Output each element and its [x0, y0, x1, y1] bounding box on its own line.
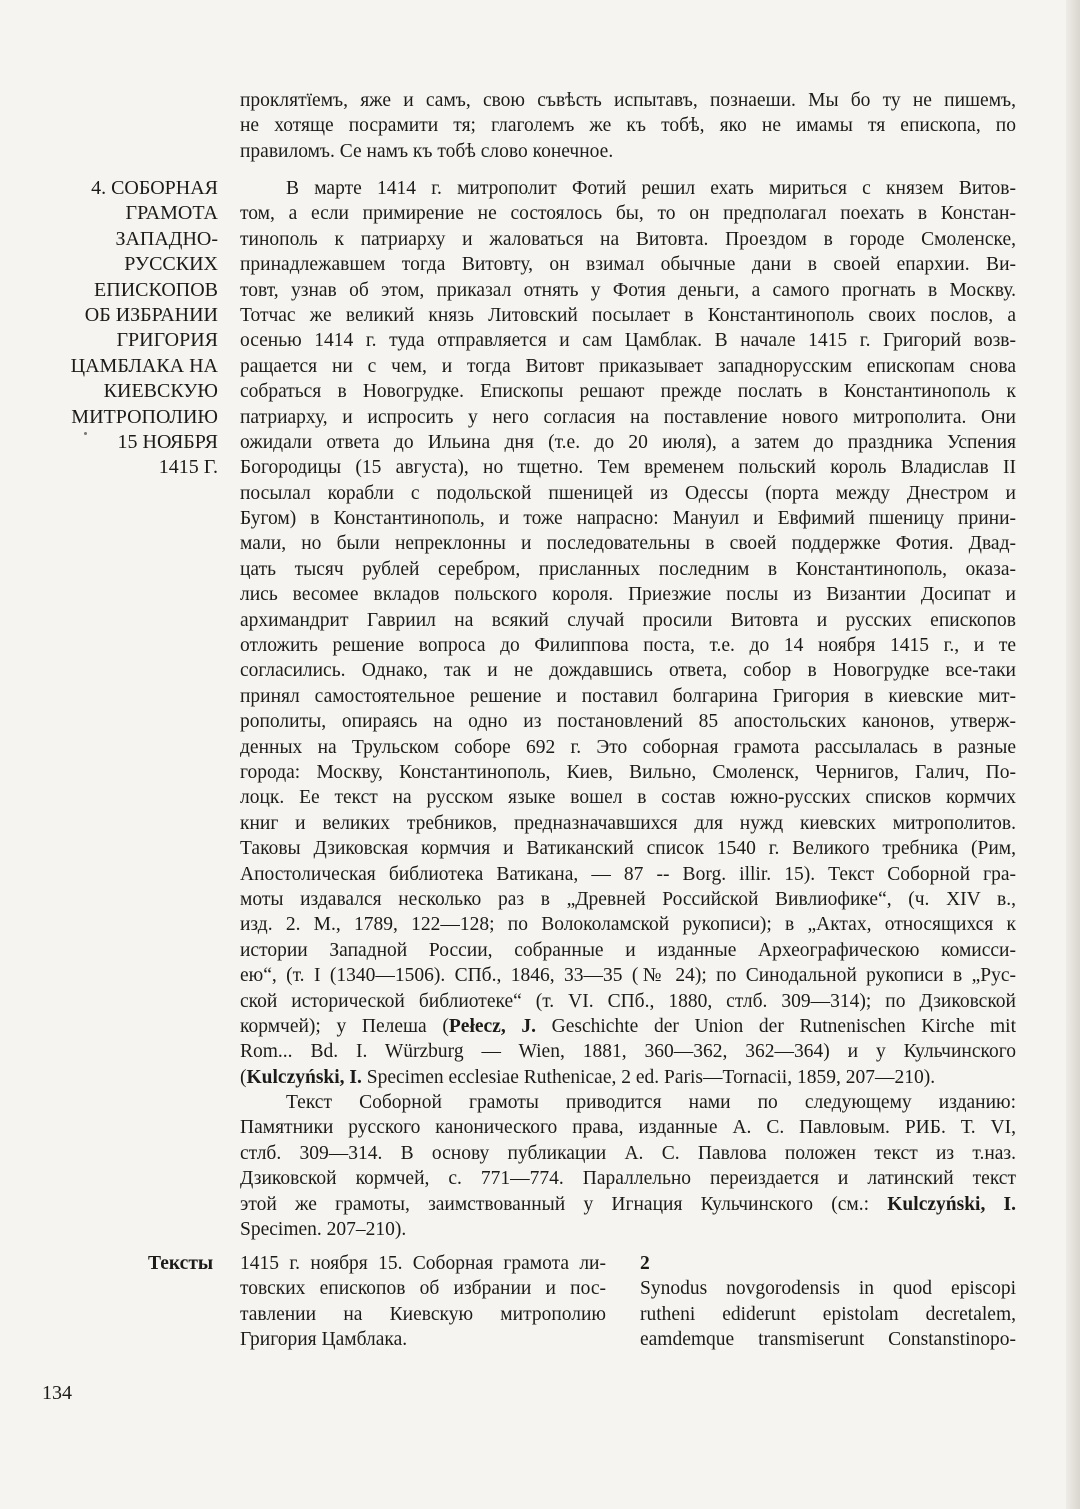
text-line: патриарху, и испросить у него согласия на поставление нового митрополита. Они [240, 406, 1016, 428]
text-line: Тотчас же великий князь Литовский посылает в Константинополь своих послов, а [240, 304, 1016, 326]
text-line: принадлежавшем тогда Витовту, он взимал обычные дани в своей епархии. Ви- [240, 254, 1016, 276]
text-line: В марте 1414 г. митрополит Фотий решил ехать мириться с князем Витов- [286, 178, 1016, 199]
column-line: тавлении на Киевскую митрополию [240, 1303, 606, 1325]
text-line: Таковы Дзиковская кормчия и Ватиканский список 1540 г. Великого требника (Рим, [240, 838, 1016, 860]
text-line: Specimen. 207–210). [240, 1218, 407, 1240]
text-line: лись весомее вкладов польского короля. Приезжие послы из Византии Досипат и [240, 584, 1016, 606]
text-fragment: этой же грамоты, заимствованный у Игнация Кульчинского (см.: [240, 1193, 888, 1215]
text-line: моты издавался несколько раз в „Древней Российской Вивлиофике“, (ч. XIV в., [240, 888, 1016, 910]
text-line: проклятїемъ, яже и самъ, свою съвѣсть испытавъ, познаеши. Мы бо ту не пишемъ, [240, 90, 1016, 111]
text-line: собраться в Новогрудке. Епископы решают прежде послать в Константинополь к [240, 381, 1016, 403]
text-line: принял самостоятельное решение и поставил болгарина Григория в киевские мит- [240, 685, 1016, 707]
text-line: архимандрит Гавриил на всякий случай просили Витовта и русских епископов [240, 609, 1016, 631]
heading-line: МИТРОПОЛИЮ [71, 405, 218, 428]
text-line: Дзиковской кормчей, с. 771—774. Параллельно переиздается и латинский текст [240, 1168, 1016, 1190]
text-line: стлб. 309—314. В основу публикации А. С. Павлова положен текст из т.наз. [240, 1142, 1016, 1164]
heading-line: ОБ ИЗБРАНИИ [84, 304, 218, 327]
main-paragraph-2 [240, 1090, 1016, 1242]
top-continuation-text [240, 88, 1016, 164]
text-line: посылал корабли с подольской пшеницей из Одессы (порта между Днестром и [240, 482, 1016, 504]
text-line: том, а если примирение не состоялось бы, то он предполагал поехать в Констан- [240, 203, 1016, 225]
text-line: мали, но были непреклонны и последовательны в своей поддержке Фотия. Двад- [240, 533, 1016, 555]
text-line-citation [240, 1192, 1016, 1217]
text-line: лоцк. Ее текст на русском языке вошел в состав южно-русских списков кормчих [240, 787, 1016, 809]
text-line: города: Москву, Константинополь, Киев, Вильно, Смоленск, Чернигов, Галич, По- [240, 761, 1016, 783]
text-line: книг и великих требников, предназначавшихся для нужд киевских митрополитов. [240, 812, 1016, 834]
heading-line: 15 НОЯБРЯ [117, 431, 218, 454]
text-fragment: ( [240, 1066, 247, 1088]
column-line: Григория Цамблака. [240, 1329, 408, 1351]
section-heading [40, 176, 218, 481]
text-line: Текст Соборной грамоты приводится нами по следующему изданию: [286, 1092, 1016, 1113]
text-line: Апостолическая библиотека Ватикана, — 87 -- Borg. illir. 15). Текст Соборной гра- [240, 863, 1016, 885]
margin-dot-mark [84, 432, 87, 435]
text-line: Бугом) в Константинополь, и тоже напрасно: Мануил и Евфимий пшеницу прини- [240, 508, 1016, 530]
text-line: не хотяще посрамити тя; глаголемъ же къ тобѣ, яко не имамы тя епископа, по [240, 115, 1016, 137]
column-line: товских епископов об избрании и пос- [240, 1278, 606, 1300]
text-line: отложить решение вопроса до Филиппова поста, т.е. до 14 ноября 1415 г., и те [240, 635, 1016, 657]
text-line: рополиты, опираясь на одно из постановлений 85 апостольских канонов, утверж- [240, 711, 1016, 733]
text-line: осенью 1414 г. туда отправляется и сам Цамблак. В начале 1415 г. Григорий возв- [240, 330, 1016, 352]
text-line: ращается ни с чем, и тогда Витовт приказывает западнорусским епископам снова [240, 355, 1016, 377]
texts-label: Тексты [148, 1253, 214, 1274]
heading-line: ГРИГОРИЯ [116, 329, 218, 352]
main-paragraph-1 [240, 176, 1016, 1090]
author-name: Pełecz, J. [448, 1015, 536, 1037]
text-line: правиломъ. Се намъ къ тобѣ слово конечное. [240, 140, 614, 162]
heading-line: ЗАПАДНО- [115, 227, 218, 250]
text-line: денных на Трульском соборе 692 г. Это соборная грамота рассылалась в разные [240, 736, 1016, 758]
heading-line: КИЕВСКУЮ [103, 380, 218, 403]
heading-line: ГРАМОТА [125, 202, 218, 225]
heading-line: 1415 Г. [158, 456, 218, 479]
text-line: изд. 2. М., 1789, 122—128; по Волоколамской рукописи); в „Актах, относящихся к [240, 914, 1016, 936]
heading-line: 4. СОБОРНАЯ [91, 177, 218, 199]
text-line: ской исторической библиотеке“ (т. VI. СПб., 1880, стлб. 309—314); по Дзиковской [240, 990, 1016, 1012]
heading-line: ЕПИСКОПОВ [94, 278, 218, 301]
text-line: истории Западной России, собранные и изданные Археографическою комисси- [240, 939, 1016, 961]
latin-title-column [640, 1251, 1016, 1353]
text-fragment: кормчей); у Пелеша ( [240, 1015, 449, 1037]
text-line: ею“, (т. I (1340—1506). СПб., 1846, 33—35 (№ 24); по Синодальной рукописи в „Рус- [240, 965, 1016, 987]
text-fragment: Geschichte der Union der Rutnenischen Kirche mit [536, 1015, 1016, 1037]
author-name: Kulczyński, I. [246, 1066, 362, 1088]
text-line: ожидали ответа до Ильина дня (т.е. до 20 июля), а затем до праздника Успения [240, 431, 1016, 453]
text-line: товт, узнав об этом, приказал отнять у Фотия деньги, а самого прогнать в Москву. [240, 279, 1016, 301]
column-line: eamdemque transmiserunt Constanstinopo- [640, 1329, 1016, 1351]
russian-title-column [240, 1251, 606, 1353]
text-line: Rom... Bd. I. Würzburg — Wien, 1881, 360—362, 362—364) и у Кульчинского [240, 1041, 1016, 1063]
heading-line: ЦАМБЛАКА НА [70, 354, 218, 377]
document-number: 2 [640, 1253, 650, 1274]
text-line-citation-kulczynski [240, 1065, 1016, 1090]
author-name: Kulczyński, I. [887, 1193, 1016, 1215]
text-line: Богородицы (15 августа), но тщетно. Тем временем польский король Владислав II [240, 457, 1016, 479]
page-number: 134 [42, 1382, 72, 1404]
column-line: rutheni ediderunt epistolam decretalem, [640, 1303, 1016, 1325]
page-edge-shadow [1066, 0, 1080, 1509]
column-line: Synodus novgorodensis in quod episcopi [640, 1278, 1016, 1300]
text-line: согласились. Однако, так и не дождавшись ответа, собор в Новогрудке все-таки [240, 660, 1016, 682]
text-line: цать тысяч рублей серебром, присланных последним в Константинополь, оказа- [240, 558, 1016, 580]
text-fragment: Specimen ecclesiae Ruthenicae, 2 ed. Paris—Tornacii, 1859, 207—210). [361, 1066, 936, 1088]
heading-line: РУССКИХ [124, 253, 218, 276]
text-line: Памятники русского канонического права, изданные А. С. Павловым. РИБ. Т. VI, [240, 1117, 1016, 1139]
text-line: тинополь к патриарху и жаловаться на Витовта. Проездом в городе Смоленске, [240, 228, 1016, 250]
text-line-citation-pelecz [240, 1014, 1016, 1039]
column-line: 1415 г. ноября 15. Соборная грамота ли- [240, 1253, 606, 1274]
